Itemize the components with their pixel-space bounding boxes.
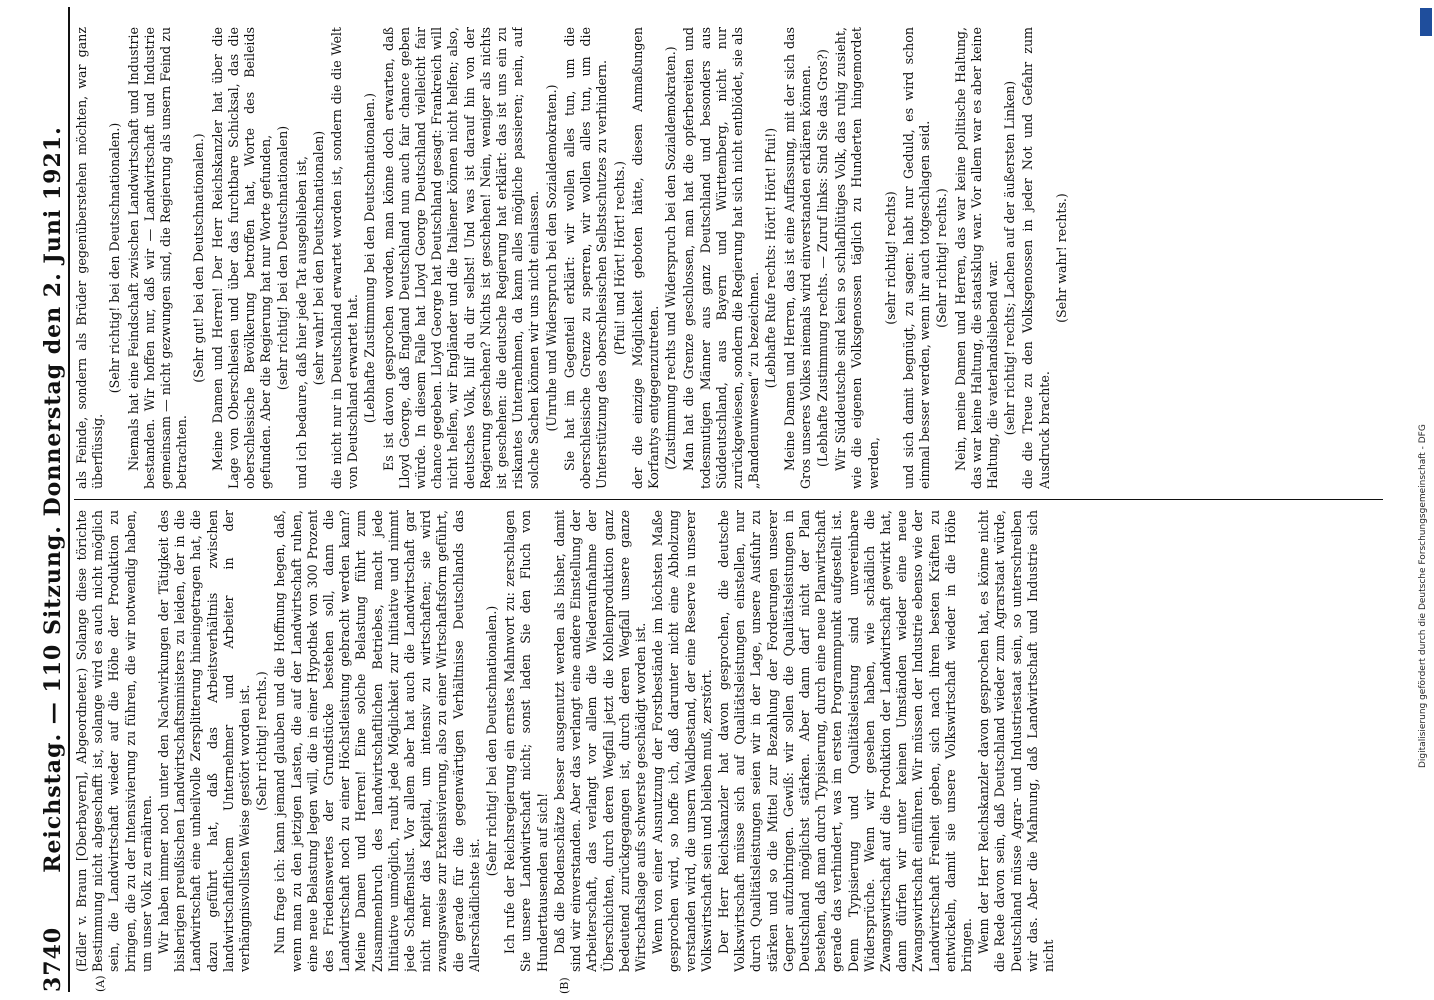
- digitization-credit: Digitalisierung gefördert durch die Deutsche Forschungsgemeinschaft - DFG: [1418, 424, 1428, 768]
- paragraph: Es ist davon gesprochen worden, man könne doch erwarten, daß Lloyd George, daß England Deutschland nun auch fair chance geben würde. In diesem Falle hat Lloyd George Deutschland vielleicht fair chance gegeben. Lloyd George hat Deutschland gesagt: Frankreich will nicht helfen, wir Engländer und die Italiener können nicht helfen; also, deutsches Volk, hilf du dir selbst! Und was ist darauf hin von der Regierung geschehen? Nichts ist geschehen! Nein, weniger als nichts ist geschehen: die deutsche Regierung hat erklärt: das ist uns ein zu riskantes Unternehmen, da kann alles mögliche passieren; nein, auf solche Sachen können wir uns nicht einlassen.: [380, 27, 542, 489]
- interjection: (Lebhafte Zustimmung bei den Deutschnationalen.): [362, 92, 378, 424]
- paragraph: die die Treue zu den Volksgenossen in jeder Not und Gefahr zum Ausdruck brachte.: [1020, 27, 1052, 489]
- running-title: Reichstag. — 110 Sitzung. Donnerstag den 2. Juni 1921.: [40, 126, 66, 873]
- paragraph: und sich damit begnügt, zu sagen: habt nur Geduld, es wird schon einmal besser werden, wenn ihr auch totgeschlagen seid.: [900, 27, 933, 489]
- paragraph: Daß die Bodenschätze besser ausgenutzt werden als bisher, damit sind wir einverstanden. Aber das verlangt eine andere Einstellung der Arbeiterschaft, das verlangt vor allem die Wiederaufnahme der Überschichten, durch deren Wegfall jetzt die Kohlenproduktion ganz bedeutend zurückgegangen ist, durch deren Wegfall unsere ganze Wirtschaftslage aufs schwerste geschädigt worden ist.: [551, 510, 648, 972]
- interjection: (Sehr wahr! rechts.): [1053, 193, 1069, 323]
- margin-marker-b: (B): [558, 977, 571, 994]
- paragraph: Der Herr Reichskanzler hat davon gesprochen, die deutsche Volkswirtschaft müsse sich auf Qualitätsleistungen einstellen, nur durch Qualitätsleistungen seien wir in der Lage, unsere Ausfuhr zu stärken und so die Mittel zur Bezahlung der Forderungen unserer Gegner aufzubringen. Gewiß: wir sollen die Qualitätsleistungen in Deutschland möglichst stärken. Aber dann darf nicht der Plan bestehen, daß man durch Typisierung, durch eine neue Planwirtschaft gerade das verhindert, was im ersten Programmpunkt aufgestellt ist. Denn Typisierung und Qualitätsleistung sind unvereinbare Widersprüche. Wenn wir gesehen haben, wie schädlich die Zwangswirtschaft auf die Produktion der Landwirtschaft gewirkt hat, dann dürfen wir unter keinen Umständen wieder eine neue Zwangswirtschaft einführen. Wir müssen der Industrie ebenso wie der Landwirtschaft Freiheit geben, sich nach ihren besten Kräften zu entwickeln, damit sie unsere Volkswirtschaft wieder in die Höhe bringen.: [715, 510, 974, 972]
- interjection: (sehr richtig! bei den Deutschnationalen): [275, 125, 291, 391]
- interjection: (Unruhe und Widerspruch bei den Sozialdemokraten.): [543, 84, 559, 432]
- paragraph: Niemals hat eine Feindschaft zwischen Landwirtschaft und Industrie bestanden. Wir hoffen nur, daß wir — Landwirtschaft und Industrie gemeinsam — nicht gezwungen sind, die Regierung als unsern Feind zu betrachten.: [125, 27, 190, 489]
- interjection: (sehr wahr! bei den Deutschnationalen): [310, 130, 326, 386]
- interjection: (Pfui! und Hört! Hört! rechts.): [611, 160, 627, 356]
- paragraph: die nicht nur in Deutschland erwartet worden ist, sondern die die Welt von Deutschland erwartet hat.: [329, 27, 361, 489]
- interjection: (Lebhafte Zustimmung rechts. — Zuruf links: Sind Sie das Gros?): [814, 49, 830, 467]
- paragraph: Sie hat im Gegenteil erklärt: wir wollen alles tun, um die oberschlesische Grenze zu sperren, wir wollen alles tun, um die Unterstützung des oberschlesischen Selbstschutzes zu verhindern.: [561, 27, 610, 489]
- paragraph: der die einzige Möglichkeit geboten hätte, diesen Anmaßungen Korfantys entgegenzutreten.: [629, 27, 661, 489]
- interjection: (sehr richtig! rechts): [882, 191, 898, 325]
- paragraph: Wir haben immer noch unter den Nachwirkungen der Tätigkeit des bisherigen preußischen Landwirtschaftsministers zu leiden, der in die Landwirtschaft eine unheilvolle Zersplitterung hineingetragen hat, die dazu geführt hat, daß das Arbeitsverhältnis zwischen landwirtschaftlichem Unternehmer und Arbeiter in der verhängnisvollsten Weise gestört worden ist.: [156, 510, 253, 972]
- paragraph: Wenn von einer Ausnutzung der Forstbestände im höchsten Maße gesprochen wird, so hoffe ich, daß darunter nicht eine Abholzung verstanden wird, die unsern Waldbestand, der eine Reserve in unserer Volkswirtschaft sein und bleiben muß, zerstört.: [650, 510, 714, 972]
- interjection: (Sehr gut! bei den Deutschnationalen.): [191, 133, 207, 383]
- column-divider: [74, 499, 1383, 500]
- paragraph: und ich bedaure, daß hier jede Tat ausgeblieben ist,: [293, 156, 309, 489]
- text-column-right: [74, 27, 1383, 489]
- margin-marker-a: (A): [94, 975, 107, 992]
- document-page: [38, 7, 1383, 992]
- paragraph: Ich rufe der Reichsregierung ein ernstes Mahnwort zu: zerschlagen Sie unsere Landwirtschaft nicht; sonst laden Sie den Fluch von Hunderttausenden auf sich!: [502, 510, 550, 972]
- interjection: (Sehr richtig! rechts.): [254, 671, 270, 811]
- interjection: (Lebhafte Rufe rechts: Hört! Hört! Pfui!): [763, 127, 779, 389]
- paragraph: als Feinde, sondern als Brüder gegenüberstehen möchten, war ganz überflüssig.: [74, 27, 106, 489]
- interjection: (sehr richtig! rechts; Lachen auf der äußersten Linken): [1002, 80, 1018, 436]
- paragraph: Nein, meine Damen und Herren, das war keine politische Haltung, das war keine Haltung, die staatsklug war. Vor allem war es aber keine Haltung, die vaterlandsliebend war.: [952, 27, 1000, 489]
- page-number: 3740: [40, 926, 66, 992]
- interjection: (Sehr richtig! bei den Deutschnationalen.): [107, 122, 123, 394]
- paragraph: Wenn der Herr Reichskanzler davon gesprochen hat, es könne nicht die Rede davon sein, daß Deutschland wieder zum Agrarstaat würde, Deutschland müsse Agrar- und Industriestaat sein, so unterschreiben wir das. Aber die Mahnung, daß Landwirtschaft und Industrie sich nicht: [976, 510, 1056, 972]
- paragraph: Wir Süddeutsche sind kein so schlafblütiges Volk, das ruhig zusieht, wie die eigenen Volksgenossen täglich zu Hunderten hingemordet werden,: [833, 27, 881, 489]
- interjection: (Zustimmung rechts und Widerspruch bei den Sozialdemokraten.): [663, 46, 679, 470]
- paragraph: Man hat die Grenze geschlossen, man hat die opferbereiten und todesmutigen Männer aus ganz Deutschland und besonders aus Süddeutschland, aus Bayern und Württemberg, nicht nur zurückgewiesen, sondern die Regierung hat sich nicht entblödet, sie als „Bandenunwesen“ zu bezeichnen.: [681, 27, 762, 489]
- text-column-left: [74, 510, 1383, 972]
- paragraph: (Edler v. Braun [Oberbayern], Abgeordneter.) Solange diese törichte Bestimmung nicht abgeschafft ist, solange wird es auch nicht möglich sein, die Landwirtschaft wieder auf die Höhe der Produktion zu bringen, die zu der Intensivierung zu führen, die wir notwendig haben, um unser Volk zu ernähren.: [74, 510, 154, 972]
- page-header: [38, 7, 70, 992]
- paragraph: Meine Damen und Herren! Der Herr Reichskanzler hat über die Lage von Oberschlesien und über das furchtbare Schicksal, das die oberschlesische Bevölkerung betroffen hat, Worte des Beileids gefunden. Aber die Regierung hat nur Worte gefunden,: [209, 27, 274, 489]
- interjection: (Sehr richtig! bei den Deutschnationalen.): [484, 605, 500, 877]
- paragraph: Meine Damen und Herren, das ist eine Auffassung, mit der sich das Gros unseres Volkes niemals wird einverstanden erklären können.: [781, 27, 813, 489]
- paragraph: Nun frage ich: kann jemand glauben und die Hoffnung hegen, daß, wenn man zu den jetzigen Lasten, die auf der Landwirtschaft ruhen, eine neue Belastung legen will, die in einer Hypothek von 300 Prozent des Friedenswertes der Grundstücke bestehen soll, dann die Landwirtschaft noch zu einer Höchstleistung gebracht werden kann? Meine Damen und Herren! Eine solche Belastung führt zum Zusammenbruch des landwirtschaftlichen Betriebes, macht jede Initiative unmöglich, raubt jede Möglichkeit zur Initiative und nimmt jede Schaffenslust. Vor allem aber hat auch die Landwirtschaft gar nicht mehr das Kapital, um intensiv zu wirtschaften; sie wird zwangsweise zur Extensivierung, also zu einer Wirtschaftsform geführt, die gerade für die gegenwärtigen Verhältnisse Deutschlands das Allerschädlichste ist.: [272, 510, 482, 972]
- interjection: (Sehr richtig! rechts.): [934, 188, 950, 328]
